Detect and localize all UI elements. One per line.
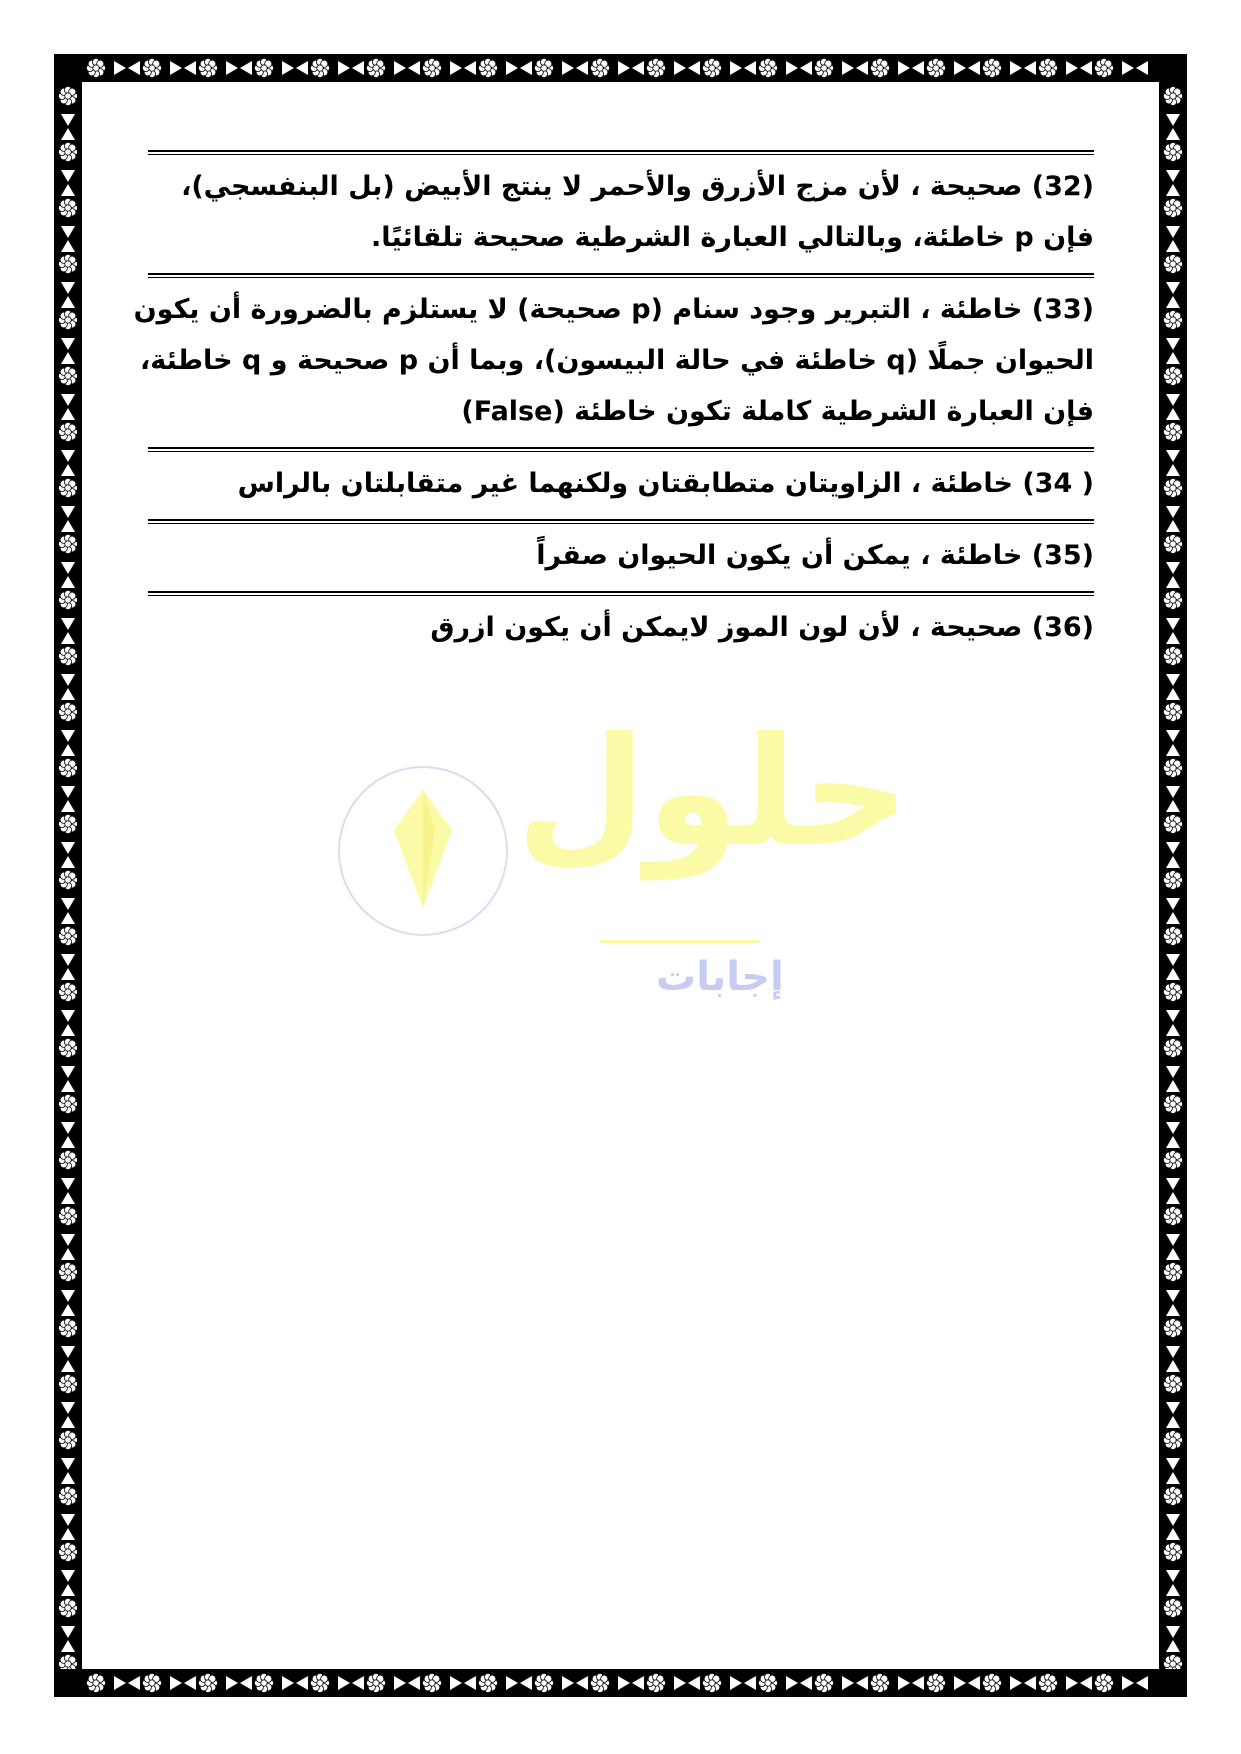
border-corner [54, 1669, 82, 1697]
border-corner [1159, 54, 1187, 82]
answer-line: فإن العبارة الشرطية كاملة تكون خاطئة (False) [461, 396, 1094, 427]
border-corner [1159, 1669, 1187, 1697]
border-strip-right [1159, 82, 1187, 1669]
watermark-brand: حلول [516, 706, 910, 880]
border-strip-bottom [82, 1669, 1159, 1697]
divider [148, 591, 1094, 596]
answer-line: فإن p خاطئة، وبالتالي العبارة الشرطية صحيحة تلقائيًا. [371, 222, 1094, 253]
answer-line: (36) صحيحة ، لأن لون الموز لايمكن أن يكون ازرق [430, 612, 1094, 643]
border-corner [54, 54, 82, 82]
border-strip-top [82, 54, 1159, 82]
answer-34 [148, 447, 1094, 519]
watermark-logo [330, 706, 910, 1028]
answer-line: (35) خاطئة ، يمكن أن يكون الحيوان صقراً [536, 540, 1094, 571]
answer-36 [148, 591, 1094, 663]
answer-32 [148, 150, 1094, 273]
watermark-subtitle: إجابات [656, 954, 784, 1000]
divider [148, 519, 1094, 524]
answer-35 [148, 519, 1094, 591]
answer-33 [133, 273, 1094, 447]
diamond-icon [338, 766, 508, 936]
answers-list [133, 150, 1094, 663]
answer-line: الحيوان جملًا (q خاطئة في حالة البيسون)، وبما أن p صحيحة و q خاطئة، [139, 345, 1094, 376]
watermark-underline [600, 940, 760, 943]
answer-line: (33) خاطئة ، التبرير وجود سنام (p صحيحة) لا يستلزم بالضرورة أن يكون [133, 294, 1094, 325]
answer-line: ( 34) خاطئة ، الزاويتان متطابقتان ولكنهما غير متقابلتان بالراس [237, 468, 1094, 499]
border-strip-left [54, 82, 82, 1669]
divider [148, 150, 1094, 155]
divider [148, 447, 1094, 452]
divider [148, 273, 1094, 278]
answer-line: (32) صحيحة ، لأن مزج الأزرق والأحمر لا ينتج الأبيض (بل البنفسجي)، [181, 171, 1094, 202]
